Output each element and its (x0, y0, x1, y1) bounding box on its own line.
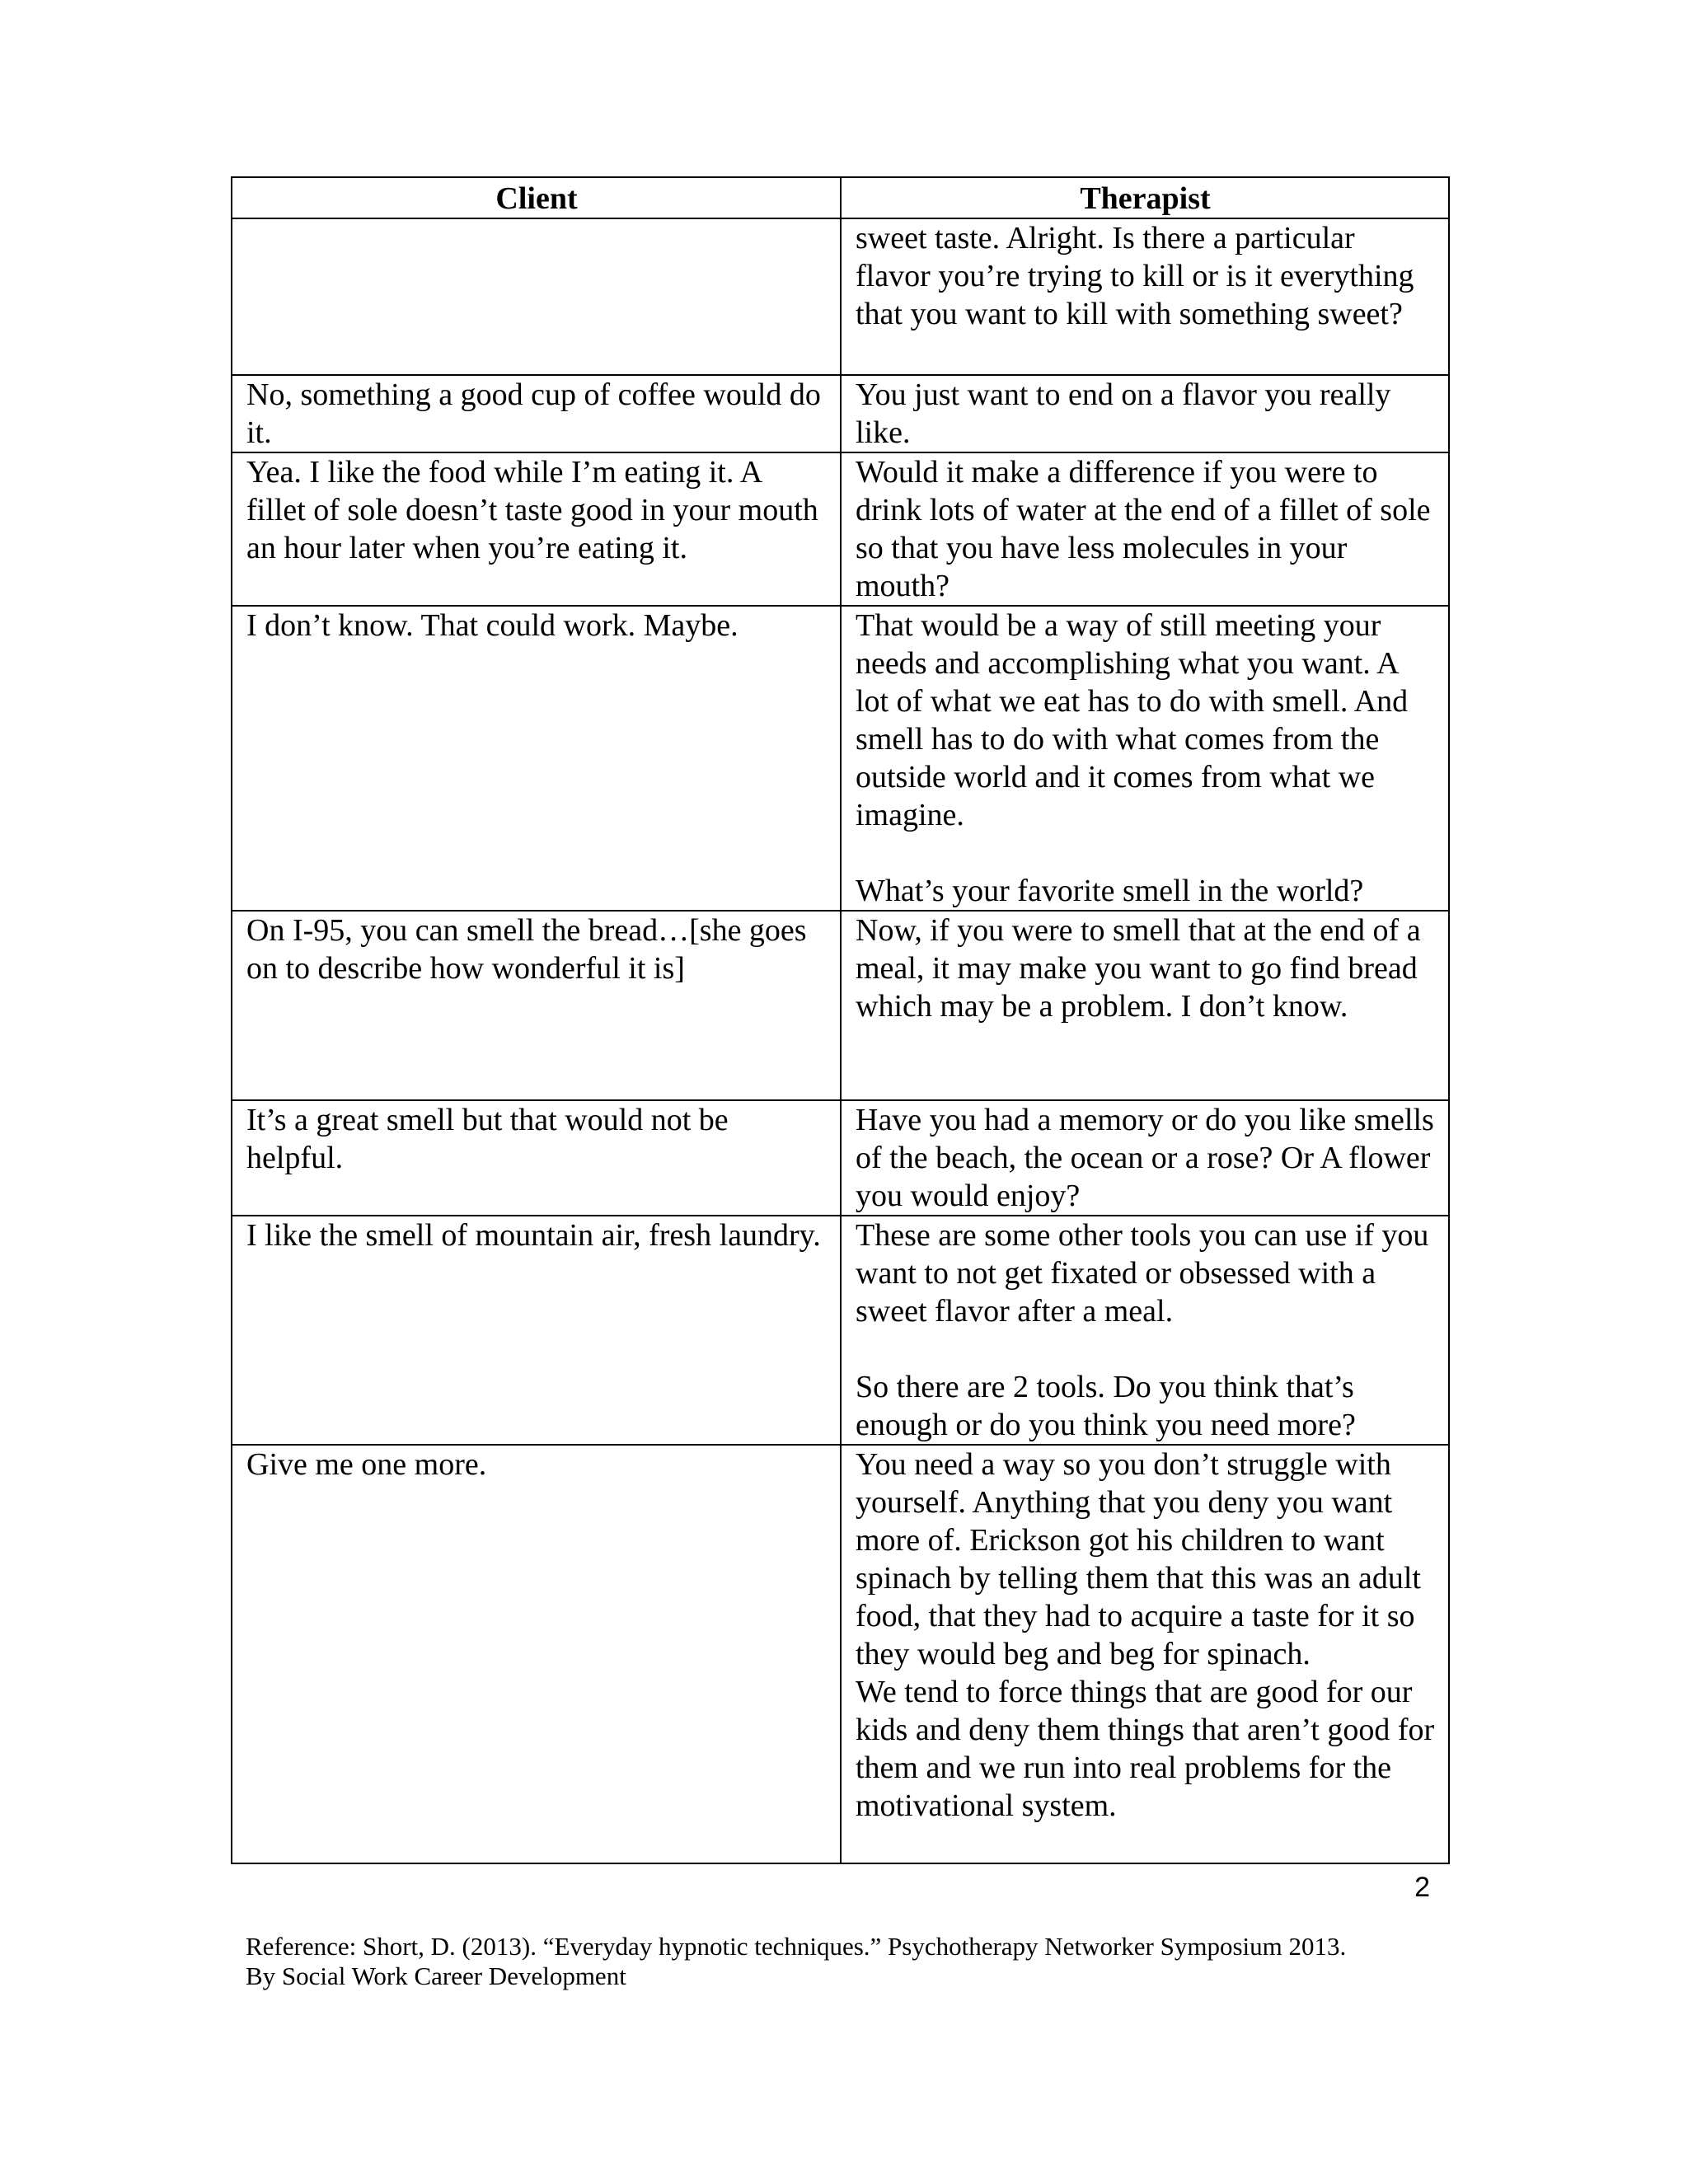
therapist-column-header: Therapist (841, 177, 1449, 218)
client-utterance: It’s a great smell but that would not be helpful. (246, 1103, 729, 1175)
client-cell (232, 218, 841, 375)
therapist-cell (841, 911, 1449, 1100)
table-row (232, 911, 1449, 1100)
therapist-utterance: So there are 2 tools. Do you think that’s enough or do you think you need more? (856, 1370, 1356, 1442)
therapist-utterance: Would it make a difference if you were to drink lots of water at the end of a fillet of sole so that you have less molecules in your mouth? (856, 455, 1431, 603)
therapist-utterance: You need a way so you don’t struggle with yourself. Anything that you deny you want more of. Erickson got his children to want spinach by telling them that this was an adult food, that they had to acquire a taste for it so they would beg and beg for spinach. (856, 1447, 1421, 1671)
therapist-cell (841, 1100, 1449, 1216)
table-body (232, 218, 1449, 1863)
table-row (232, 1100, 1449, 1216)
client-cell (232, 375, 841, 452)
reference-credit-line: By Social Work Career Development (246, 1961, 626, 1990)
page-number: 2 (1414, 1872, 1430, 1903)
therapist-cell (841, 218, 1449, 375)
reference-citation (246, 1932, 1482, 1991)
client-utterance: No, something a good cup of coffee would do it. (246, 377, 821, 450)
table-header-row (232, 177, 1449, 218)
therapist-utterance: sweet taste. Alright. Is there a particular flavor you’re trying to kill or is it everything that you want to kill with something sweet? (856, 221, 1414, 331)
table-row (232, 452, 1449, 606)
client-utterance: Give me one more. (246, 1447, 487, 1482)
client-cell (232, 1100, 841, 1216)
therapist-utterance: These are some other tools you can use if you want to not get fixated or obsessed with a sweet flavor after a meal. (856, 1218, 1429, 1329)
client-cell (232, 1445, 841, 1863)
client-column-header: Client (232, 177, 841, 218)
table-row (232, 375, 1449, 452)
therapist-cell (841, 606, 1449, 911)
therapist-cell (841, 452, 1449, 606)
table-row (232, 218, 1449, 375)
table-row (232, 1216, 1449, 1445)
therapist-utterance: You just want to end on a flavor you really like. (856, 377, 1391, 450)
dialogue-table (231, 176, 1450, 1864)
client-utterance: Yea. I like the food while I’m eating it. A fillet of sole doesn’t taste good in your mouth an hour later when you’re eating it. (246, 455, 818, 565)
therapist-cell (841, 1445, 1449, 1863)
client-utterance: I don’t know. That could work. Maybe. (246, 608, 738, 643)
client-cell (232, 1216, 841, 1445)
client-cell (232, 606, 841, 911)
therapist-utterance: Have you had a memory or do you like smells of the beach, the ocean or a rose? Or A flower you would enjoy? (856, 1103, 1434, 1213)
client-utterance: On I-95, you can smell the bread…[she goes on to describe how wonderful it is] (246, 913, 807, 986)
therapist-utterance: Now, if you were to smell that at the end of a meal, it may make you want to go find bread which may be a problem. I don’t know. (856, 913, 1421, 1024)
client-utterance: I like the smell of mountain air, fresh laundry. (246, 1218, 821, 1253)
table-row (232, 1445, 1449, 1863)
therapist-utterance: What’s your favorite smell in the world? (856, 874, 1364, 908)
therapist-utterance: That would be a way of still meeting your needs and accomplishing what you want. A lot of what we eat has to do with smell. And smell has to do with what comes from the outside world and it comes from what we imagine. (856, 608, 1409, 832)
therapist-cell (841, 1216, 1449, 1445)
client-cell (232, 452, 841, 606)
client-cell (232, 911, 841, 1100)
reference-line: Reference: Short, D. (2013). “Everyday hypnotic techniques.” Psychotherapy Networker Symposium 2013. (246, 1932, 1347, 1961)
therapist-cell (841, 375, 1449, 452)
table-row (232, 606, 1449, 911)
therapist-utterance: We tend to force things that are good for our kids and deny them things that aren’t good for them and we run into real problems for the motivational system. (856, 1675, 1435, 1823)
